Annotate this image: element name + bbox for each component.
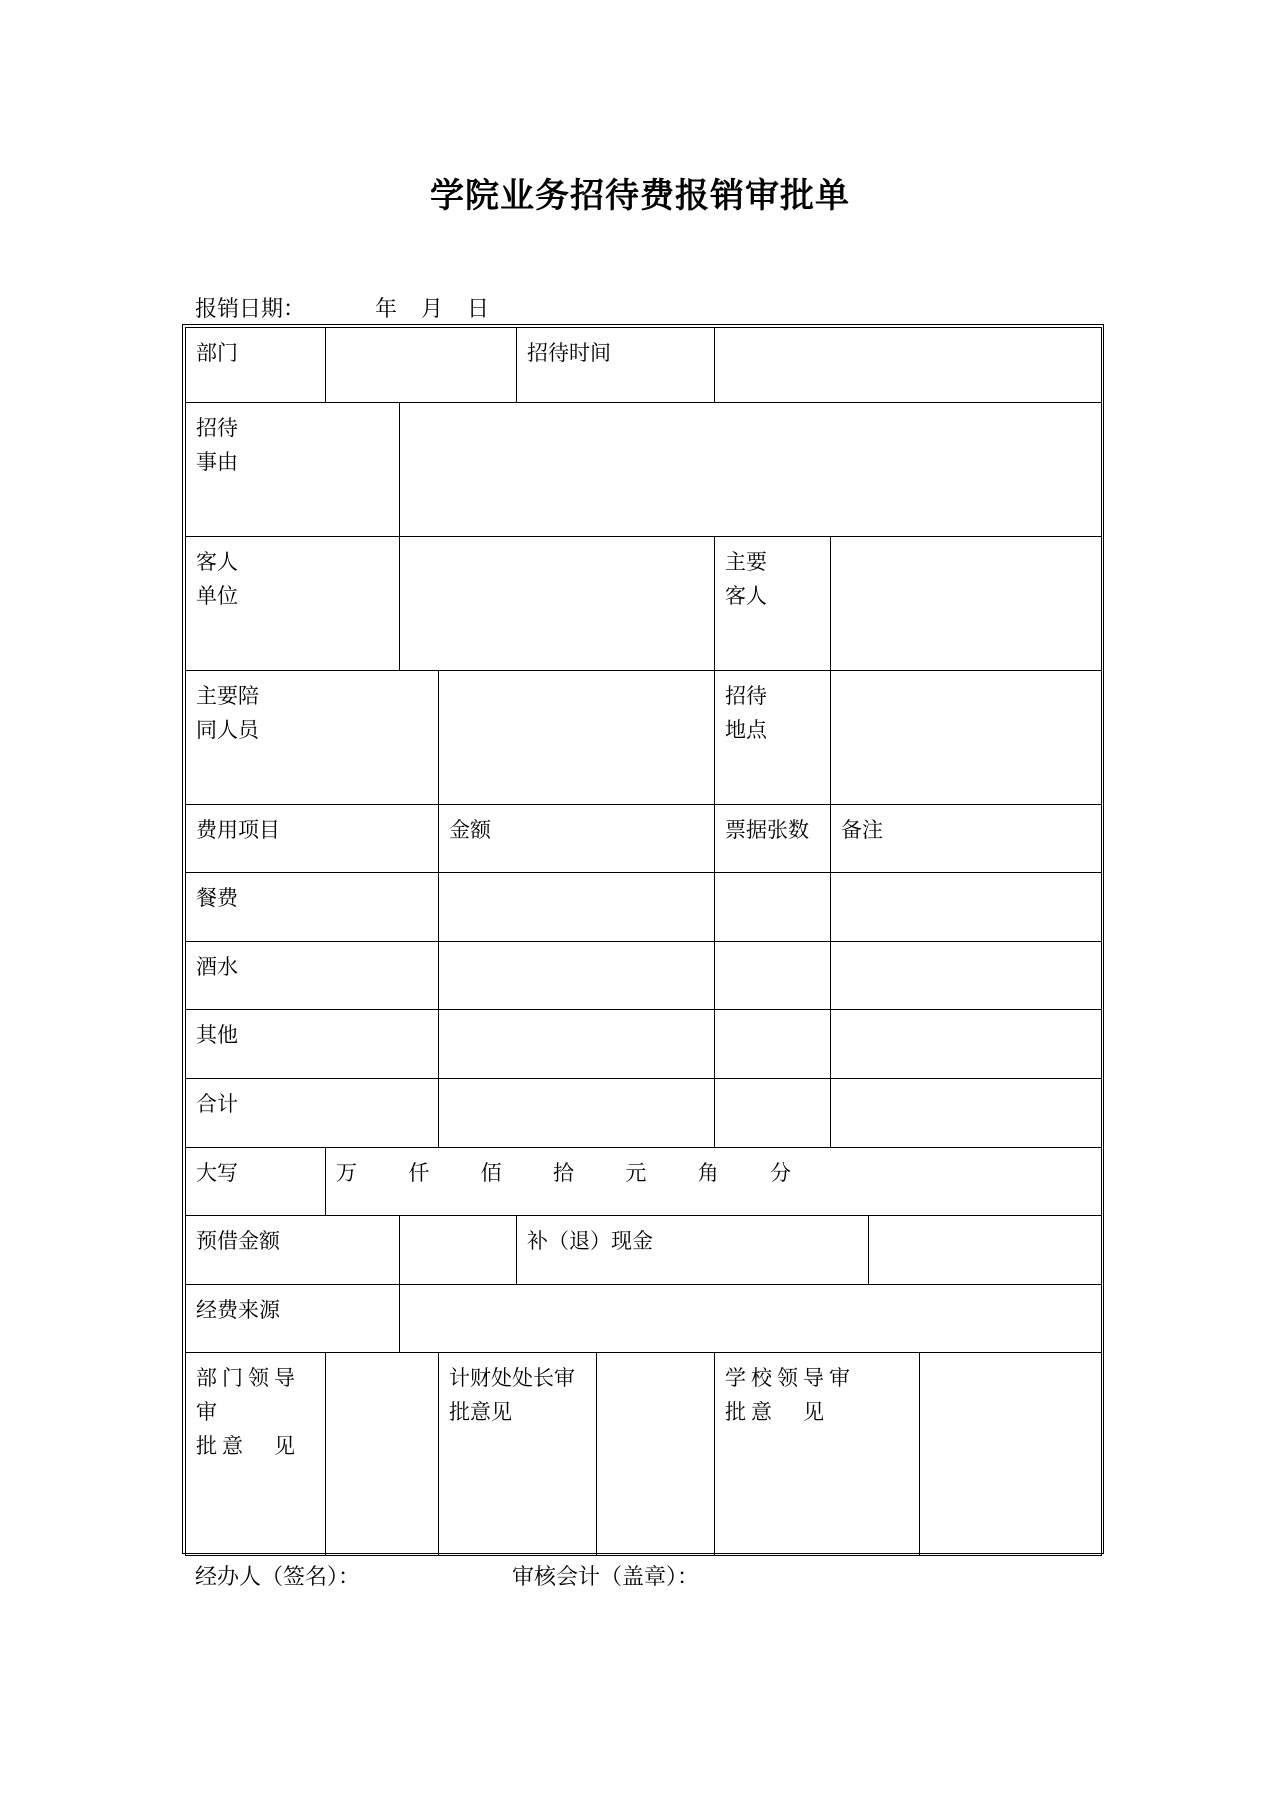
auditor-seal: 审核会计（盖章）： [512,1565,700,1590]
accompany-label: 主要陪 同人员 [186,671,439,805]
location-field[interactable] [831,671,1102,805]
guest-unit-field[interactable] [400,537,715,671]
unit-qian: 仟 [408,1161,430,1185]
fund-source-field[interactable] [400,1285,1102,1353]
receipts-field[interactable] [715,1010,831,1079]
reimbursement-date-line [195,292,513,323]
unit-jiao: 角 [697,1161,719,1185]
amount-field[interactable] [439,1079,715,1148]
row-expense-header [186,805,1102,873]
receipts-field[interactable] [715,873,831,942]
remarks-field[interactable] [831,942,1102,1010]
guest-unit-label: 客人 单位 [186,537,400,671]
unit-bai: 佰 [480,1161,502,1185]
expense-header-remarks: 备注 [831,805,1102,873]
advance-amount-label: 预借金额 [186,1216,400,1285]
expense-item-label: 合计 [186,1079,439,1148]
row-expense-total [186,1079,1102,1148]
dept-leader-field[interactable] [326,1353,439,1556]
remarks-field[interactable] [831,1010,1102,1079]
date-month: 月 [421,297,444,322]
remarks-field[interactable] [831,1079,1102,1148]
expense-item-label: 其他 [186,1010,439,1079]
expense-header-receipts: 票据张数 [715,805,831,873]
refund-cash-label: 补（退）现金 [517,1216,869,1285]
receipts-field[interactable] [715,1079,831,1148]
row-accompany [186,671,1102,805]
expense-item-label: 酒水 [186,942,439,1010]
dept-leader-label: 部门领导审 批意 见 [186,1353,326,1556]
main-guest-field[interactable] [831,537,1102,671]
reason-label: 招待 事由 [186,403,400,537]
uppercase-field[interactable] [326,1148,1102,1216]
row-guest-unit [186,537,1102,671]
amount-field[interactable] [439,942,715,1010]
form-title: 学院业务招待费报销审批单 [430,176,850,216]
date-year: 年 [375,297,398,322]
date-label: 报销日期： [195,297,306,322]
row-advance [186,1216,1102,1285]
refund-cash-field[interactable] [869,1216,1102,1285]
row-approvals [186,1353,1102,1556]
receipts-field[interactable] [715,942,831,1010]
expense-item-label: 餐费 [186,873,439,942]
department-field[interactable] [326,328,517,403]
reason-field[interactable] [400,403,1102,537]
row-uppercase [186,1148,1102,1216]
approval-table [185,327,1102,1556]
main-guest-label: 主要 客人 [715,537,831,671]
unit-yuan: 元 [625,1161,647,1185]
reception-time-field[interactable] [715,328,1102,403]
fund-source-label: 经费来源 [186,1285,400,1353]
approval-form [182,324,1104,1554]
handler-signature: 经办人（签名）： [195,1565,361,1590]
row-reason [186,403,1102,537]
remarks-field[interactable] [831,873,1102,942]
amount-field[interactable] [439,1010,715,1079]
reception-time-label: 招待时间 [517,328,715,403]
row-expense-meals [186,873,1102,942]
uppercase-label: 大写 [186,1148,326,1216]
advance-amount-field[interactable] [400,1216,517,1285]
expense-header-item: 费用项目 [186,805,439,873]
finance-head-label: 计财处处长审 批意见 [439,1353,597,1556]
row-department [186,328,1102,403]
school-leader-field[interactable] [920,1353,1102,1556]
department-label: 部门 [186,328,326,403]
row-expense-other [186,1010,1102,1079]
amount-field[interactable] [439,873,715,942]
uppercase-units [336,1156,791,1190]
row-fund-source [186,1285,1102,1353]
finance-head-field[interactable] [597,1353,715,1556]
location-label: 招待 地点 [715,671,831,805]
unit-shi: 拾 [552,1161,574,1185]
date-day: 日 [467,297,490,322]
school-leader-label: 学校领导审 批意 见 [715,1353,920,1556]
expense-header-amount: 金额 [439,805,715,873]
accompany-field[interactable] [439,671,715,805]
unit-wan: 万 [336,1161,357,1185]
unit-fen: 分 [769,1161,791,1185]
row-expense-drinks [186,942,1102,1010]
